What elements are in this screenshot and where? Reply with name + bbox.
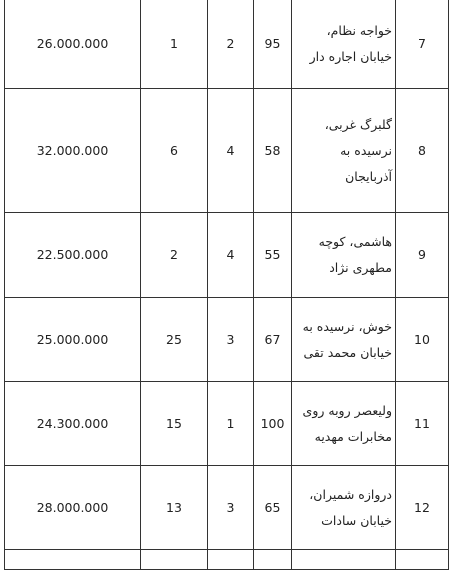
age-cell: 6 (141, 89, 208, 213)
address-cell: خواجه نظام، خیابان اجاره دار (292, 0, 396, 89)
empty-cell (208, 550, 254, 570)
row-number-cell: 10 (396, 298, 449, 382)
rooms-cell: 3 (208, 466, 254, 550)
empty-cell (5, 550, 141, 570)
address-cell: ولیعصر روبه روی مخابرات مهدیه (292, 382, 396, 466)
table-row (5, 0, 449, 89)
row-number-cell: 11 (396, 382, 449, 466)
address-cell: دروازه شمیران، خیابان سادات (292, 466, 396, 550)
table-row (5, 382, 449, 466)
age-cell: 1 (141, 0, 208, 89)
address-cell: خوش، نرسیده به خیابان محمد تقی (292, 298, 396, 382)
area-cell: 58 (254, 89, 292, 213)
table-row (5, 466, 449, 550)
rooms-cell: 1 (208, 382, 254, 466)
table-row (5, 298, 449, 382)
area-cell: 95 (254, 0, 292, 89)
table-row (5, 213, 449, 298)
rooms-cell: 4 (208, 89, 254, 213)
age-cell: 15 (141, 382, 208, 466)
area-cell: 67 (254, 298, 292, 382)
rooms-cell: 2 (208, 0, 254, 89)
area-cell: 65 (254, 466, 292, 550)
price-cell: 28.000.000 (5, 466, 141, 550)
listing-table (4, 0, 449, 570)
row-number-cell: 12 (396, 466, 449, 550)
row-number-cell: 8 (396, 89, 449, 213)
empty-cell (292, 550, 396, 570)
rooms-cell: 4 (208, 213, 254, 298)
age-cell: 13 (141, 466, 208, 550)
price-cell: 24.300.000 (5, 382, 141, 466)
empty-cell (396, 550, 449, 570)
age-cell: 2 (141, 213, 208, 298)
price-cell: 22.500.000 (5, 213, 141, 298)
price-cell: 32.000.000 (5, 89, 141, 213)
age-cell: 25 (141, 298, 208, 382)
address-cell: هاشمی، کوچه مطهری نژاد (292, 213, 396, 298)
price-cell: 26.000.000 (5, 0, 141, 89)
address-cell: گلبرگ غربی، نرسیده به آذربایجان (292, 89, 396, 213)
empty-cell (254, 550, 292, 570)
table-row (5, 550, 449, 570)
empty-cell (141, 550, 208, 570)
rooms-cell: 3 (208, 298, 254, 382)
area-cell: 55 (254, 213, 292, 298)
table-row (5, 89, 449, 213)
area-cell: 100 (254, 382, 292, 466)
row-number-cell: 9 (396, 213, 449, 298)
price-cell: 25.000.000 (5, 298, 141, 382)
row-number-cell: 7 (396, 0, 449, 89)
